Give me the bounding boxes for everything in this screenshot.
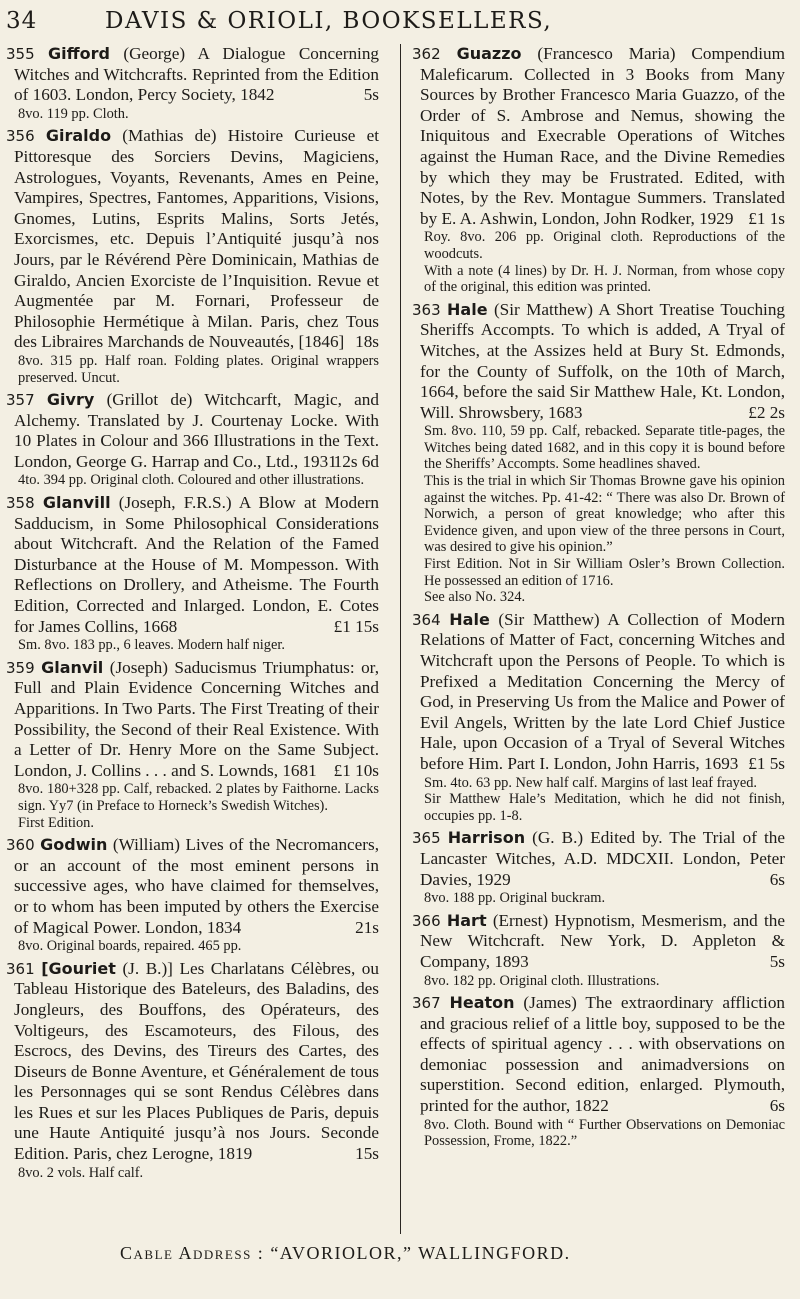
entry-title: (William) Lives of the Necromancers, or an account of the most eminent persons in successive ages, who have claimed for themselves, or to whom has been imputed by others the Exercise of Magical Power. London, 1834 xyxy=(14,835,379,937)
entry-price: 18s xyxy=(355,332,379,352)
entry-title: (Joseph, F.R.S.) A Blow at Modern Sadducism, in Some Philosophical Considerations about Witchcraft. And the Relation of the Famed Disturbance at the House of M. Mompesson. With Reflections on Drollery, and Atheisme. The Fourth Edition, Corrected and Inlarged. London, E. Cotes for James Collins, 1668 xyxy=(14,493,380,636)
entry-note: 8vo. 182 pp. Original cloth. Illustrations. xyxy=(424,972,660,989)
entry-price: 5s xyxy=(769,951,785,971)
cable-label: Cable Address : xyxy=(120,1243,265,1263)
entry-number: 362 xyxy=(412,45,441,63)
entry-title: (Sir Matthew) A Short Treatise Touching Sheriffs Accompts. To which is added, A Tryal of Witches, at the Assizes held at Bury St. Edmonds, for the County of Suffolk, on the 10th of March, 1664, before the said Sir Matthew Hale, Kt. London, Will. Shrowsbery, 1683 xyxy=(420,299,786,422)
catalogue-entry xyxy=(6,835,379,955)
entry-note: 4to. 394 pp. Original cloth. Coloured and other illustrations. xyxy=(18,472,365,489)
entry-price: 21s xyxy=(355,917,379,937)
entry-note: 8vo. Cloth. Bound with “ Further Observations on Demoniac Possession, Frome, 1822.” xyxy=(424,1116,785,1150)
entry-number: 355 xyxy=(6,45,35,63)
entry-number: 366 xyxy=(412,911,441,930)
entry-heading xyxy=(412,828,785,890)
entry-number: 359 xyxy=(6,658,35,677)
entry-heading xyxy=(412,911,785,973)
page-footer xyxy=(120,1243,800,1264)
entry-title: (Grillot de) Witchcarft, Magic, and Alchemy. Translated by J. Courtenay Locke. With 10 Plates in Colour and 366 Illustrations in the Text. London, George G. Harrap and Co., Ltd., 1931 xyxy=(14,390,379,471)
entry-title: (G. B.) Edited by. The Trial of the Lancaster Witches, A.D. MDCXII. London, Peter Davies, 1929 xyxy=(420,828,786,889)
entry-number: 360 xyxy=(6,836,35,855)
entry-number: 364 xyxy=(412,610,441,629)
entry-price: 12s 6d xyxy=(333,451,379,471)
entry-title: (Francesco Maria) Compendium Maleficarum. Collected in 3 Books from Many Sources by Brother Francesco Maria Guazzo, of the Order of S. Ambrose and Nemus, showing the Iniquitous and Execrable Operations of Witches against the Human Race, and the Divine Remedies by which they may be Frustrated. Edited, with Notes, by the Rev. Montague Summers. Translated by E. A. Ashwin, London, John Rodker, 1929 xyxy=(420,44,785,228)
entry-heading xyxy=(6,493,379,637)
entry-note: This is the trial in which Sir Thomas Browne gave his opinion against the witches. Pp. 41-42: “ There was also Dr. Brown of Norwich, a person of great knowledge; who after this Evidence given, and upon view of the three persons in Court, was desired to give his opinion.” xyxy=(424,473,785,556)
entry-price: 6s xyxy=(769,869,785,889)
entry-number: 365 xyxy=(412,829,441,848)
entry-heading xyxy=(412,44,785,229)
entry-author: Glanvill xyxy=(42,493,111,513)
entry-price: £1 10s xyxy=(333,760,379,780)
running-head: DAVIS & ORIOLI, BOOKSELLERS, xyxy=(105,8,553,34)
entry-author: Hale xyxy=(449,609,490,629)
entry-title: (Sir Matthew) A Collection of Modern Relations of Matter of Fact, concerning Witches and Witchcraft upon the Persons of People. To which is Prefixed a Meditation Concerning the Mercy of God, in Preserving Us from the Malice and Power of Evil Angels, Written by the late Lord Chief Justice Hale, upon Occasion of a Tryal of Several Witches before Him. Part I. London, John Harris, 1693 xyxy=(420,609,785,773)
catalogue-entry xyxy=(6,390,379,489)
entry-heading xyxy=(6,835,379,938)
entry-author: Guazzo xyxy=(456,44,522,63)
entry-note: First Edition. Not in Sir William Osler’s Brown Collection. He possessed an edition of 1716. xyxy=(424,556,785,589)
entry-heading xyxy=(6,658,379,782)
left-column xyxy=(6,44,379,1185)
entry-title: (Mathias de) Histoire Curieuse et Pittoresque des Sorciers Devins, Magiciens, Astrologues, Voyants, Revenants, Ames en Peine, Vampires, Spectres, Fantomes, Apparitions, Visions, Gnomes, Lutins, Esprits Malins, Sorts Jetés, Exorcismes, etc. Depuis l’Antiquité jusqu’à nos Jours, par le Révérend Père Dominicain, Mathias de Giraldo, Ancien Exorciste de l’Inquisition. Revue et Augmentée par M. Fornari, Professeur de Philosophie Hermétique à Milan. Paris, chez Tous des Libraires Marchands de Nouveautés, [1846] xyxy=(14,126,379,352)
column-divider xyxy=(400,44,401,1234)
catalogue-entry xyxy=(412,44,785,296)
entry-note: First Edition. xyxy=(18,814,94,831)
entry-author: [Gouriet xyxy=(41,958,116,978)
catalogue-entry xyxy=(6,126,379,386)
catalogue-entry xyxy=(6,959,379,1182)
entry-price: 5s xyxy=(363,85,379,105)
catalogue-entry xyxy=(412,300,785,606)
entry-number: 356 xyxy=(6,127,35,146)
entry-price: 6s xyxy=(769,1096,785,1116)
entry-note: 8vo. 2 vols. Half calf. xyxy=(18,1164,144,1181)
entry-author: Godwin xyxy=(40,835,108,855)
entry-number: 358 xyxy=(6,494,35,513)
entry-note: 8vo. Original boards, repaired. 465 pp. xyxy=(18,938,242,955)
catalogue-entry xyxy=(6,44,379,122)
entry-price: £2 2s xyxy=(748,402,785,422)
entry-price: 15s xyxy=(355,1144,379,1164)
entry-heading xyxy=(6,126,379,353)
entry-title: (George) A Dialogue Concerning Witches and Witchcrafts. Reprinted from the Edition of 1603. London, Percy Society, 1842 xyxy=(14,44,380,105)
entry-price: £1 1s xyxy=(748,208,785,228)
entry-note: Sir Matthew Hale’s Meditation, which he did not finish, occupies pp. 1-8. xyxy=(424,791,785,824)
page-header xyxy=(0,6,800,40)
entry-note: Roy. 8vo. 206 pp. Original cloth. Reproductions of the woodcuts. xyxy=(424,229,785,262)
entry-note: 8vo. 119 pp. Cloth. xyxy=(18,105,129,122)
entry-note: With a note (4 lines) by Dr. H. J. Norman, from whose copy of the original, this edition was printed. xyxy=(424,262,785,296)
page-number: 34 xyxy=(6,8,38,34)
catalogue-entry xyxy=(412,911,785,989)
catalogue-entry xyxy=(412,610,785,825)
entry-author: Harrison xyxy=(447,828,526,848)
right-column xyxy=(412,44,785,1154)
entry-title: (James) The extraordinary affliction and gracious relief of a little boy, supposed to be the effects of spiritual agency . . . with observations on demoniac possession and animadversions on superstition. Second edition, enlarged. Plymouth, printed for the author, 1822 xyxy=(420,993,786,1116)
entry-title: (J. B.)] Les Charlatans Célèbres, ou Tableau Historique des Bateleurs, des Baladins, des Jongleurs, des Bouffons, des Opérateurs, des Voltigeurs, des Escamoteurs, des Filous, des Escrocs, des Devins, des Tireurs des Cartes, des Diseurs de Bonne Aventure, et Généralement de tous les Personnages qui se sont Rendus Célèbres dans les Rues et sur les Places Publiques de Paris, depuis une Haute Antiquité jusqu’à nos Jours. Seconde Edition. Paris, chez Lerogne, 1819 xyxy=(14,958,379,1164)
catalogue-entry xyxy=(6,658,379,831)
entry-author: Hart xyxy=(446,910,487,930)
entry-number: 361 xyxy=(6,959,35,978)
entry-note: 8vo. 180+328 pp. Calf, rebacked. 2 plates by Faithorne. Lacks sign. Yy7 (in Preface to Horneck’s Swedish Witches). xyxy=(18,781,379,814)
cable-address: “AVORIOLOR,” WALLINGFORD. xyxy=(270,1243,571,1263)
entry-title: (Joseph) Saducismus Triumphatus: or, Full and Plain Evidence Concerning Witches and Apparitions. In Two Parts. The First Treating of their Possibility, the Second of their Real Existence. With a Letter of Dr. Henry More on the Same Subject. London, J. Collins . . . and S. Lownds, 1681 xyxy=(14,657,379,780)
entry-number: 357 xyxy=(6,391,35,410)
entry-note: Sm. 8vo. 183 pp., 6 leaves. Modern half niger. xyxy=(18,637,285,654)
entry-note: See also No. 324. xyxy=(424,589,526,606)
entry-heading xyxy=(6,959,379,1165)
entry-number: 363 xyxy=(412,300,441,319)
entry-note: Sm. 4to. 63 pp. New half calf. Margins of last leaf frayed. xyxy=(424,774,758,791)
entry-author: Giraldo xyxy=(45,126,112,146)
entry-heading xyxy=(412,993,785,1117)
entry-note: 8vo. 315 pp. Half roan. Folding plates. Original wrappers preserved. Uncut. xyxy=(18,352,379,386)
entry-author: Givry xyxy=(46,390,95,410)
entry-author: Heaton xyxy=(449,993,515,1013)
entry-note: 8vo. 188 pp. Original buckram. xyxy=(424,890,606,907)
entry-heading xyxy=(6,390,379,472)
entry-heading xyxy=(6,44,379,106)
entry-heading xyxy=(412,610,785,775)
entry-heading xyxy=(412,300,785,424)
entry-note: Sm. 8vo. 110, 59 pp. Calf, rebacked. Separate title-pages, the Witches being dated 1682, and in this copy it is bound before the Sheriffs’ Accompts. Some headlines shaved. xyxy=(424,423,785,473)
entry-title: (Ernest) Hypnotism, Mesmerism, and the New Witchcraft. New York, D. Appleton & Company, 1893 xyxy=(420,910,785,971)
entry-author: Glanvil xyxy=(41,657,104,677)
entry-number: 367 xyxy=(412,994,441,1013)
catalogue-entry xyxy=(6,493,379,654)
entry-price: £1 15s xyxy=(333,616,379,636)
entry-author: Gifford xyxy=(48,44,110,63)
entry-author: Hale xyxy=(447,299,488,319)
entry-price: £1 5s xyxy=(748,753,785,773)
catalogue-entry xyxy=(412,993,785,1150)
catalogue-entry xyxy=(412,828,785,906)
